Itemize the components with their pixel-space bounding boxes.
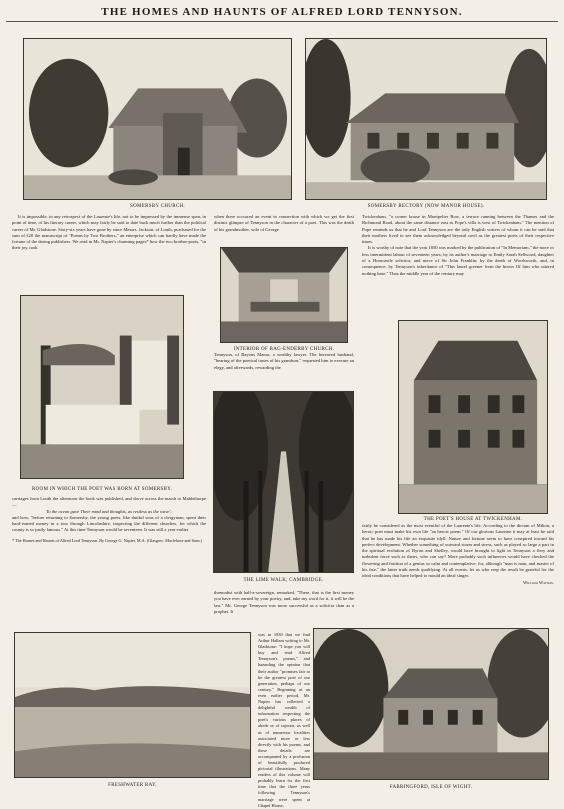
- column-3-text-top: [362, 214, 554, 277]
- freshwater-bay-engraving: [14, 632, 251, 778]
- paragraph: fairly be considered as the most eventful of the Laureate's life. According to the dictum of Milton, a heroic poet must make his own life "an heroic poem." Of our glorious Laureate it may at least be said that he has made his life an exquisite idyll. Nature and fortune seem to have conspired toward his perfect development. Whether something of outward storm and stress, such as played so large a part in the spiritual evolution of Byron and Shelley, would have brought to light in Tennyson a fiery and turbulent force such as theirs, who can say? More probably such influences would have checked the flowering and fruition of a genius so calm and contemplative; for, although "man is man, and master of his fate," the latter truth needs qualifying. At all events, let us who reap the result be grateful for the ideal conditions that have helped to mould an ideal singer.: [362, 523, 554, 579]
- column-1-text-middle: [12, 496, 206, 543]
- column-2-text-middle: [214, 352, 354, 371]
- author-signature: William Watson.: [522, 579, 554, 585]
- column-2-text-lower: [214, 590, 354, 615]
- birth-room-engraving: [20, 295, 184, 479]
- freshwater-bay-caption: FRESHWATER BAY.: [108, 783, 157, 788]
- column-2-text-narrow: [258, 632, 310, 809]
- bag-enderby-church-engraving: [220, 247, 348, 343]
- birth-room-caption: ROOM IN WHICH THE POET WAS BORN AT SOMERSBY.: [31, 487, 173, 492]
- paragraph: was in 1830 that we find Arthur Hallam writing to Mr. Gladstone: "I hope you will buy and read Alfred Tennyson's poems," and hazarding the opinion that their author "promises fair to be the greatest poet of our generation, perhaps of our century." Beginning at an even earlier period, Mr. Napier has collected a delightful wealth of information respecting the poet's various places of abode or of sojourn, as well as of numerous localities associated more or less directly with his poems, and these details are accompanied by a profusion of beautifully produced pictorial illustrations. Many readers of this volume will probably learn for the first time that the three years following Tennyson's marriage were spent at Chapel House,: [258, 632, 310, 808]
- paragraph: Twickenham, "a corner house in Montpelier Row, a terrace running between the Thames and the Richmond Road, about the same distance east as Pope's villa is west of Twickenham." The mention of Pope reminds us that he and Lord Tennyson are the only English writers of whom it can be said that their mothers lived to see them acknowledged beyond cavil as the greatest poets of their respective times.: [362, 214, 554, 245]
- paragraph: It is impossible, in any retrospect of the Laureate's life, not to be impressed by the immense span, in point of time, of his literary career, which may fairly be said to date back much further than the political career of Mr. Gladstone. Sixty-six years have gone by since Messrs. Jackson, of Louth, purchased for the sum of £20 the manuscript of "Poems by Two Brothers," an enterprise which can hardly have made the fortune of the daring publishers. We read in Mr. Napier's charming pages* how the two brother-poets, "in their joy, took: [12, 214, 206, 251]
- column-1-text-top: [12, 214, 206, 252]
- lime-walk-caption: THE LIME WALK, CAMBRIDGE.: [243, 578, 324, 583]
- somersby-church-caption: SOMERSBY CHURCH.: [130, 204, 185, 209]
- lime-walk-engraving: [213, 391, 354, 573]
- column-3-text-lower: [362, 523, 554, 586]
- farringford-caption: FARRINGFORD, ISLE OF WIGHT.: [389, 785, 473, 790]
- somersby-church-engraving: [23, 38, 292, 200]
- paragraph: Tennyson, of Bayons Manor, a wealthy lawyer. The bereaved husband, "hearing of the poetical tastes of his grandson," requested him to execute an elegy, and afterwards, rewarding the: [214, 352, 354, 370]
- column-2-text-top: [214, 214, 354, 233]
- title-rule: [6, 21, 558, 22]
- twickenham-caption: THE POET'S HOUSE AT TWICKENHAM.: [423, 517, 523, 522]
- paragraph: threnodist with half-a-sovereign, remarked, "There, that is the first money you have ever earned by your poetry, and, take my word for it, it will be the last." Mr. George Tennyson was more successful as a solicitor than as a prophet. It: [214, 590, 354, 614]
- paragraph: when there occurred an event in connection with which we get the first distinct glimpse of Tennyson in the character of a poet. This was the death of his grandmother, wife of George: [214, 214, 354, 232]
- twickenham-house-engraving: [398, 320, 548, 514]
- somersby-rectory-engraving: [305, 38, 547, 200]
- bag-enderby-caption: INTERIOR OF BAG-ENDERBY CHURCH.: [233, 347, 335, 352]
- poem-quote: To the ocean gave Their mind and thoughts, as restless as the wave';: [46, 508, 172, 514]
- footnote: * The Homes and Haunts of Alfred Lord Tennyson. By George G. Napier, M.A. (Glasgow: Maclehose and Sons.): [12, 537, 203, 543]
- somersby-rectory-caption: SOMERSBY RECTORY (NOW MANOR HOUSE).: [367, 204, 485, 209]
- farringford-engraving: [313, 628, 549, 780]
- paragraph: It is worthy of note that the year 1850 was marked by the publication of "In Memoriam," the more or less intermittent labour of seventeen years; by its author's marriage to Emily Sarah Sellwood, daughter of a Horncastle solicitor, and niece of Sir John Franklin; by the death of Wordsworth, and, in consequence, by Tennyson's inheritance of "This laurel greener from the brows Of him who uttered nothing base." Thus the middle year of the century may: [362, 245, 554, 276]
- paragraph: carriages from Louth the afternoon the book was published, and drove across the marsh to Mablethorpe—: [12, 496, 206, 508]
- paragraph: and how, "before returning to Somersby, the young poets, like dutiful sons of a clergyman, spent their hard-earned money in a tour through Lincolnshire, inspecting the different churches, for which the county is so justly famous." At this time Tennyson would be seventeen. It was still a year earlier: [12, 514, 206, 533]
- page-title: THE HOMES AND HAUNTS OF ALFRED LORD TENNYSON.: [101, 6, 463, 18]
